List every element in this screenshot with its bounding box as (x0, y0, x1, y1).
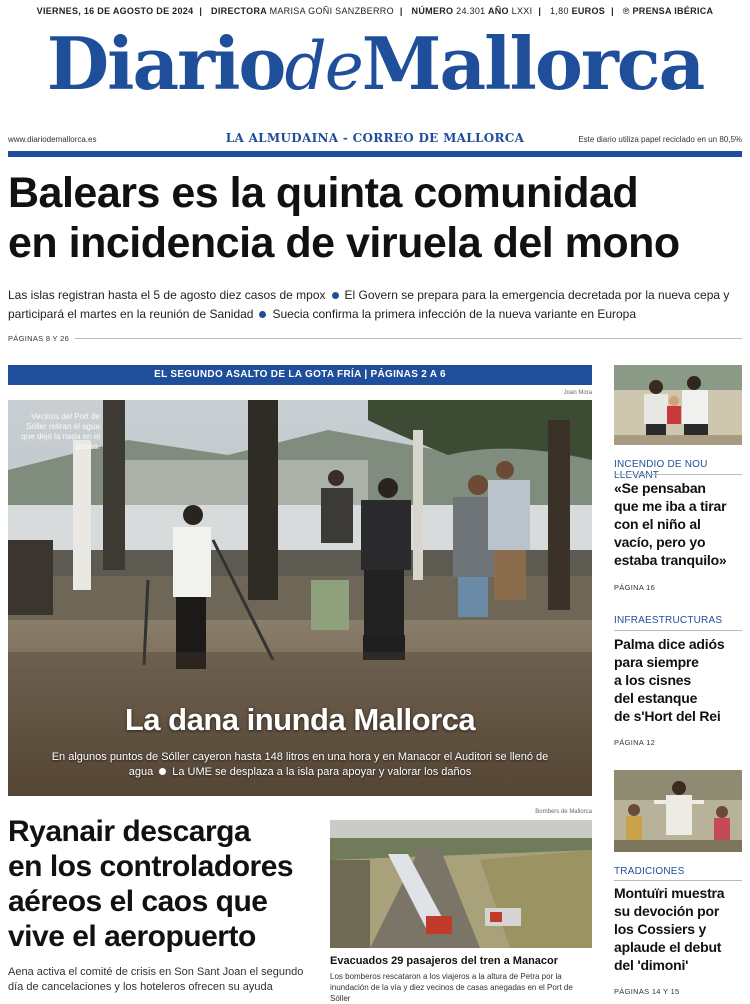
sidebar-photo-1[interactable] (614, 365, 742, 445)
sidebar-photo-3[interactable] (614, 770, 742, 852)
fire-witness-image (614, 365, 742, 445)
sidebar-kicker-3: TRADICIONES (614, 866, 685, 877)
sidebar-headline-3-line-4: aplaude el debut (614, 939, 722, 955)
lead-deck-3: Suecia confirma la primera infección de la nueva variante en Europa (272, 307, 637, 321)
ryanair-headline-line-4: vive el aeropuerto (8, 920, 256, 953)
sidebar-headline-2-line-1: Palma dice adiós (614, 636, 725, 652)
train-photo[interactable] (330, 820, 592, 948)
sidebar-kicker-1: INCENDIO DE NOU LLEVANT (614, 459, 708, 481)
lead-headline-line-1: Balears es la quinta comunidad (8, 169, 639, 217)
sidebar-headline-3-line-5: del 'dimoni' (614, 957, 689, 973)
main-photo-credit: Joan Mora (563, 390, 592, 396)
sidebar-headline-2-line-2: para siempre (614, 654, 699, 670)
section-pages: PÁGINAS 2 A 6 (370, 369, 446, 380)
sidebar-pages-3: PÁGINAS 14 Y 15 (614, 987, 680, 996)
number-label: NÚMERO (411, 6, 454, 16)
masthead-divider (8, 151, 742, 157)
sidebar-headline-2-line-4: del estanque (614, 690, 698, 706)
price-unit: EUROS (571, 6, 606, 16)
year-label: AÑO (487, 6, 509, 16)
website-link[interactable]: www.diariodemallorca.es (8, 135, 97, 144)
publisher-name: PRENSA IBÉRICA (632, 6, 714, 16)
bullet-icon (259, 311, 266, 318)
masthead-subtitle: LA ALMUDAINA - CORREO DE MALLORCA (225, 131, 525, 145)
price-value: 1,80 (550, 6, 569, 16)
main-photo-headline[interactable]: La dana inunda Mallorca (124, 702, 476, 737)
sidebar-headline-2-line-3: a los cisnes (614, 672, 691, 688)
cossiers-image (614, 770, 742, 852)
masthead-part-1: Diario (46, 21, 285, 106)
bullet-icon (332, 292, 339, 299)
publisher-logo-icon: ℗ (622, 6, 630, 16)
lead-pages: PÁGINAS 8 Y 26 (8, 334, 70, 343)
lead-deck-2: El Govern se prepara para la emergencia decretada por la nueva cepa y participará el martes en la reunión de Sanidad (8, 288, 730, 321)
sidebar-headline-1-line-4: vacío, pero yo (614, 534, 706, 550)
masthead-logo[interactable] (0, 21, 750, 106)
lead-headline[interactable] (8, 168, 742, 268)
main-photo-caption (48, 750, 552, 780)
sidebar-headline-2-line-5: de s'Hort del Rei (614, 708, 721, 724)
director-label: DIRECTORA (211, 6, 267, 16)
issue-date: VIERNES, 16 DE AGOSTO DE 2024 (36, 6, 194, 16)
ryanair-headline[interactable] (8, 814, 318, 954)
train-headline[interactable]: Evacuados 29 pasajeros del tren a Manacor (330, 955, 559, 967)
sidebar-headline-3-line-2: su devoción por (614, 903, 720, 919)
lead-rule (75, 338, 742, 339)
train-image (330, 820, 592, 948)
lead-deck (8, 286, 742, 324)
director-name: MARISA GOÑI SANZBERRO (269, 6, 394, 16)
sidebar-headline-1-line-3: con el niño al (614, 516, 701, 532)
top-info-bar: VIERNES, 16 DE AGOSTO DE 2024 | DIRECTORA MARISA GOÑI SANZBERRO | NÚMERO 24.301 AÑO LXXI | 1,80 EUROS | ℗ PRENSA IBÉRICA (36, 6, 714, 16)
sidebar-rule-3 (614, 880, 742, 881)
lead-headline-line-2: en incidencia de viruela del mono (8, 219, 680, 267)
sidebar-rule-1 (614, 474, 742, 475)
masthead-part-2: de (284, 28, 362, 105)
sidebar-headline-3[interactable] (614, 884, 742, 974)
year-value: LXXI (511, 6, 533, 16)
sidebar-rule-2 (614, 630, 742, 631)
sidebar-pages-1: PÁGINA 16 (614, 583, 656, 592)
train-deck: Los bomberos rescataron a los viajeros a la altura de Petra por la inundación de la vía y diez vecinos de casas anegadas en el Port de Sóller (330, 972, 573, 1003)
bullet-icon (159, 768, 166, 775)
sidebar-headline-1-line-2: que me iba a tirar (614, 498, 727, 514)
lead-deck-1: Las islas registran hasta el 5 de agosto diez casos de mpox (8, 288, 326, 302)
sidebar-headline-2[interactable] (614, 635, 742, 725)
main-photo-caption-2: La UME se desplaza a la isla para apoyar y valorar los daños (172, 766, 472, 778)
section-label: EL SEGUNDO ASALTO DE LA GOTA FRÍA (154, 369, 362, 380)
train-photo-credit: Bombers de Mallorca (535, 809, 592, 815)
main-photo-side-caption: Vecinos del Port de Sóller retiran el agua que dejó la riada en el paseo. (21, 412, 100, 451)
ryanair-deck: Aena activa el comité de crisis en Son Sant Joan el segundo día de cancelaciones y los hoteleros ofrecen su ayuda (8, 966, 304, 993)
masthead-subrow (8, 131, 742, 149)
sidebar-headline-1-line-1: «Se pensaban (614, 480, 706, 496)
main-photo-caption-1: En algunos puntos de Sóller cayeron hasta 148 litros en una hora y en Manacor el Auditori se llenó de agua (51, 751, 549, 778)
sidebar-pages-2: PÁGINA 12 (614, 738, 656, 747)
section-bar[interactable]: EL SEGUNDO ASALTO DE LA GOTA FRÍA | PÁGINAS 2 A 6 (8, 365, 592, 385)
sidebar-headline-3-line-3: los Cossiers y (614, 921, 707, 937)
ryanair-headline-line-1: Ryanair descarga (8, 815, 251, 848)
sidebar-kicker-2: INFRAESTRUCTURAS (614, 615, 723, 626)
sidebar-headline-1[interactable] (614, 479, 742, 569)
sidebar-headline-3-line-1: Montuïri muestra (614, 885, 725, 901)
masthead-part-3: Mallorca (361, 21, 704, 106)
main-photo[interactable] (8, 400, 592, 796)
recycled-paper-note: Este diario utiliza papel reciclado en un 80,5% (578, 135, 742, 144)
ryanair-headline-line-3: aéreos el caos que (8, 885, 268, 918)
sidebar-headline-1-line-5: estaba tranquilo» (614, 552, 727, 568)
ryanair-headline-line-2: en los controladores (8, 850, 294, 883)
number-value: 24.301 (456, 6, 486, 16)
